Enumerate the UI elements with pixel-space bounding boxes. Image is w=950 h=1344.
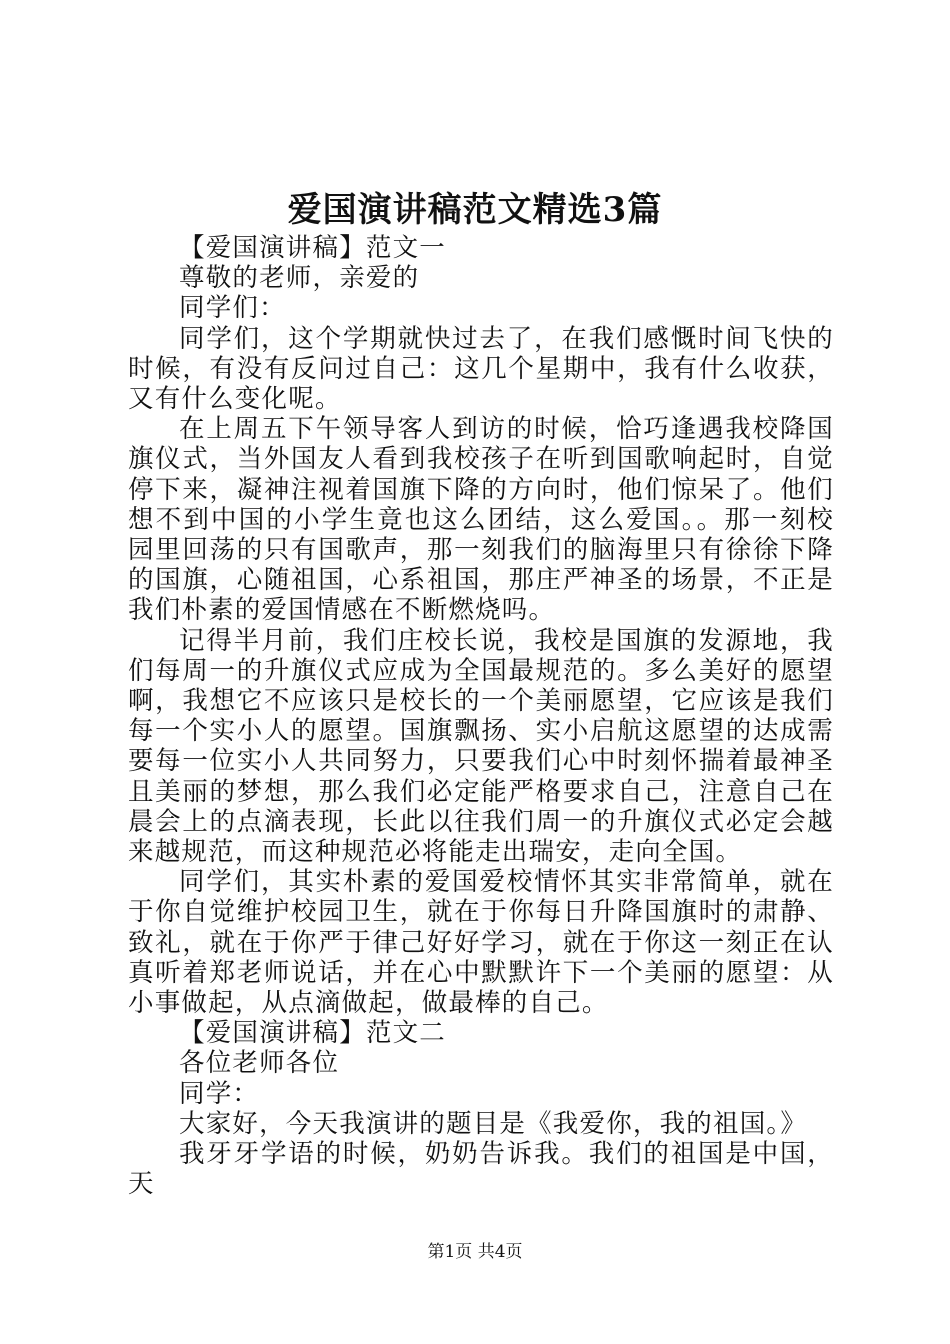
body-paragraph: 我牙牙学语的时候，奶奶告诉我。我们的祖国是中国，天: [128, 1139, 834, 1200]
body-paragraph: 大家好，今天我演讲的题目是《我爱你，我的祖国。》: [179, 1108, 808, 1139]
page-number-footer: 第1页 共4页: [427, 1242, 523, 1262]
body-paragraph: 在上周五下午领导客人到访的时候，恰巧逢遇我校降国旗仪式，当外国友人看到我校孩子在听到国歌响起时，自觉停下来，凝神注视着国旗下降的方向时，他们惊呆了。他们想不到中国的小学生竟也这么团结，这么爱国。。那一刻校园里回荡的只有国歌声，那一刻我们的脑海里只有徐徐下降的国旗，心随祖国，心系祖国，那庄严神圣的场景，不正是我们朴素的爱国情感在不断燃烧吗。: [128, 414, 834, 626]
salutation-line: 同学：: [179, 1078, 260, 1109]
salutation-line: 同学们：: [179, 293, 286, 324]
salutation-line: 各位老师各位: [179, 1048, 340, 1079]
document-title: 爱国演讲稿范文精选3篇: [287, 190, 663, 230]
salutation-line: 尊敬的老师，亲爱的: [179, 263, 420, 294]
section-heading: 【爱国演讲稿】范文一: [179, 233, 447, 263]
document-body: [128, 233, 834, 1200]
body-paragraph: 同学们，这个学期就快过去了，在我们感慨时间飞快的时候，有没有反问过自己：这几个星期中，我有什么收获，又有什么变化呢。: [128, 323, 834, 415]
body-paragraph: 同学们，其实朴素的爱国爱校情怀其实非常简单，就在于你自觉维护校园卫生，就在于你每日升降国旗时的肃静、致礼，就在于你严于律己好好学习，就在于你这一刻正在认真听着郑老师说话，并在心中默默许下一个美丽的愿望：从小事做起，从点滴做起，做最棒的自己。: [128, 867, 834, 1019]
body-paragraph: 记得半月前，我们庄校长说，我校是国旗的发源地，我们每周一的升旗仪式应成为全国最规范的。多么美好的愿望啊，我想它不应该只是校长的一个美丽愿望，它应该是我们每一个实小人的愿望。国旗飘扬、实小启航这愿望的达成需要每一位实小人共同努力，只要我们心中时刻怀揣着最神圣且美丽的梦想，那么我们必定能严格要求自己，注意自己在晨会上的点滴表现，长此以往我们周一的升旗仪式必定会越来越规范，而这种规范必将能走出瑞安，走向全国。: [128, 625, 834, 868]
section-heading: 【爱国演讲稿】范文二: [179, 1018, 447, 1049]
